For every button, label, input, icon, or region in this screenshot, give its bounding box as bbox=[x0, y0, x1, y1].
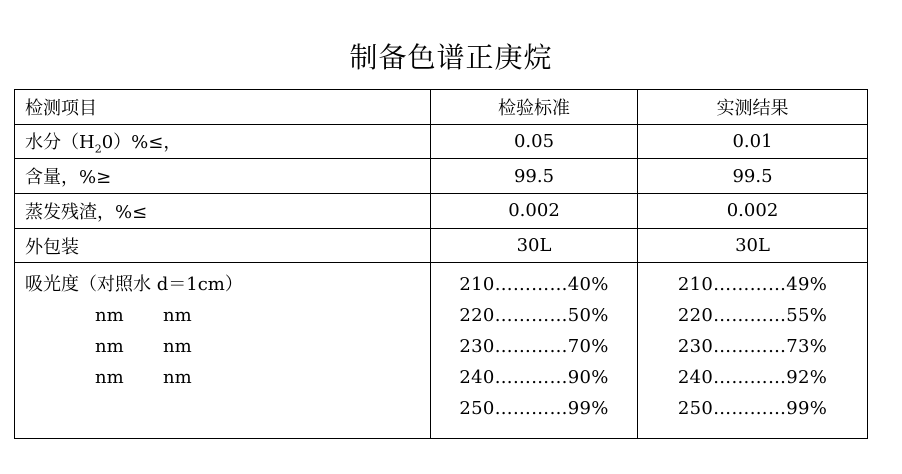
row-result: 0.002 bbox=[638, 194, 868, 229]
row-result: 99.5 bbox=[638, 159, 868, 194]
spec-table bbox=[14, 89, 868, 439]
table-row bbox=[15, 228, 868, 263]
wavelength-line: 220…………50% bbox=[459, 305, 609, 327]
table-row bbox=[15, 194, 868, 229]
row-item-content: 含量，%≥ bbox=[15, 159, 431, 194]
nm-line: nm nm bbox=[95, 336, 192, 358]
row-item-residue: 蒸发残渣，%≤ bbox=[15, 194, 431, 229]
table-row bbox=[15, 124, 868, 159]
header-standard: 检验标准 bbox=[431, 90, 638, 125]
document-title: 制备色谱正庚烷 bbox=[349, 41, 553, 74]
row-standard: 0.05 bbox=[431, 124, 638, 159]
header-item: 检测项目 bbox=[15, 90, 431, 125]
wavelength-line: 250…………99% bbox=[677, 398, 828, 420]
row-item-packaging: 外包装 bbox=[15, 228, 431, 263]
nm-line: nm nm bbox=[95, 367, 192, 389]
row-result: 0.01 bbox=[638, 124, 868, 159]
row-standard: 99.5 bbox=[431, 159, 638, 194]
absorbance-row bbox=[15, 263, 868, 439]
header-result: 实测结果 bbox=[638, 90, 868, 125]
wavelength-line: 210…………40% bbox=[459, 274, 609, 296]
wavelength-line: 210…………49% bbox=[677, 274, 828, 296]
row-item-moisture: 水分$(H_20)\%\le$， bbox=[15, 124, 431, 159]
row-standard: 0.002 bbox=[431, 194, 638, 229]
wavelength-line: 240…………92% bbox=[677, 367, 828, 389]
row-standard: 30L bbox=[431, 228, 638, 263]
absorbance-item-cell bbox=[15, 263, 431, 439]
absorbance-label: 吸光度（对照水 d＝1cm） bbox=[25, 274, 243, 296]
wavelength-line: 250…………99% bbox=[459, 398, 609, 420]
absorbance-standard-cell bbox=[431, 263, 638, 439]
wavelength-line: 220…………55% bbox=[677, 305, 828, 327]
row-result: 30L bbox=[638, 228, 868, 263]
table-header-row bbox=[15, 90, 868, 125]
absorbance-result-cell bbox=[638, 263, 868, 439]
nm-line: nm nm bbox=[95, 305, 192, 327]
wavelength-line: 240…………90% bbox=[459, 367, 609, 389]
wavelength-line: 230…………70% bbox=[459, 336, 609, 358]
table-row bbox=[15, 159, 868, 194]
wavelength-line: 230…………73% bbox=[677, 336, 828, 358]
